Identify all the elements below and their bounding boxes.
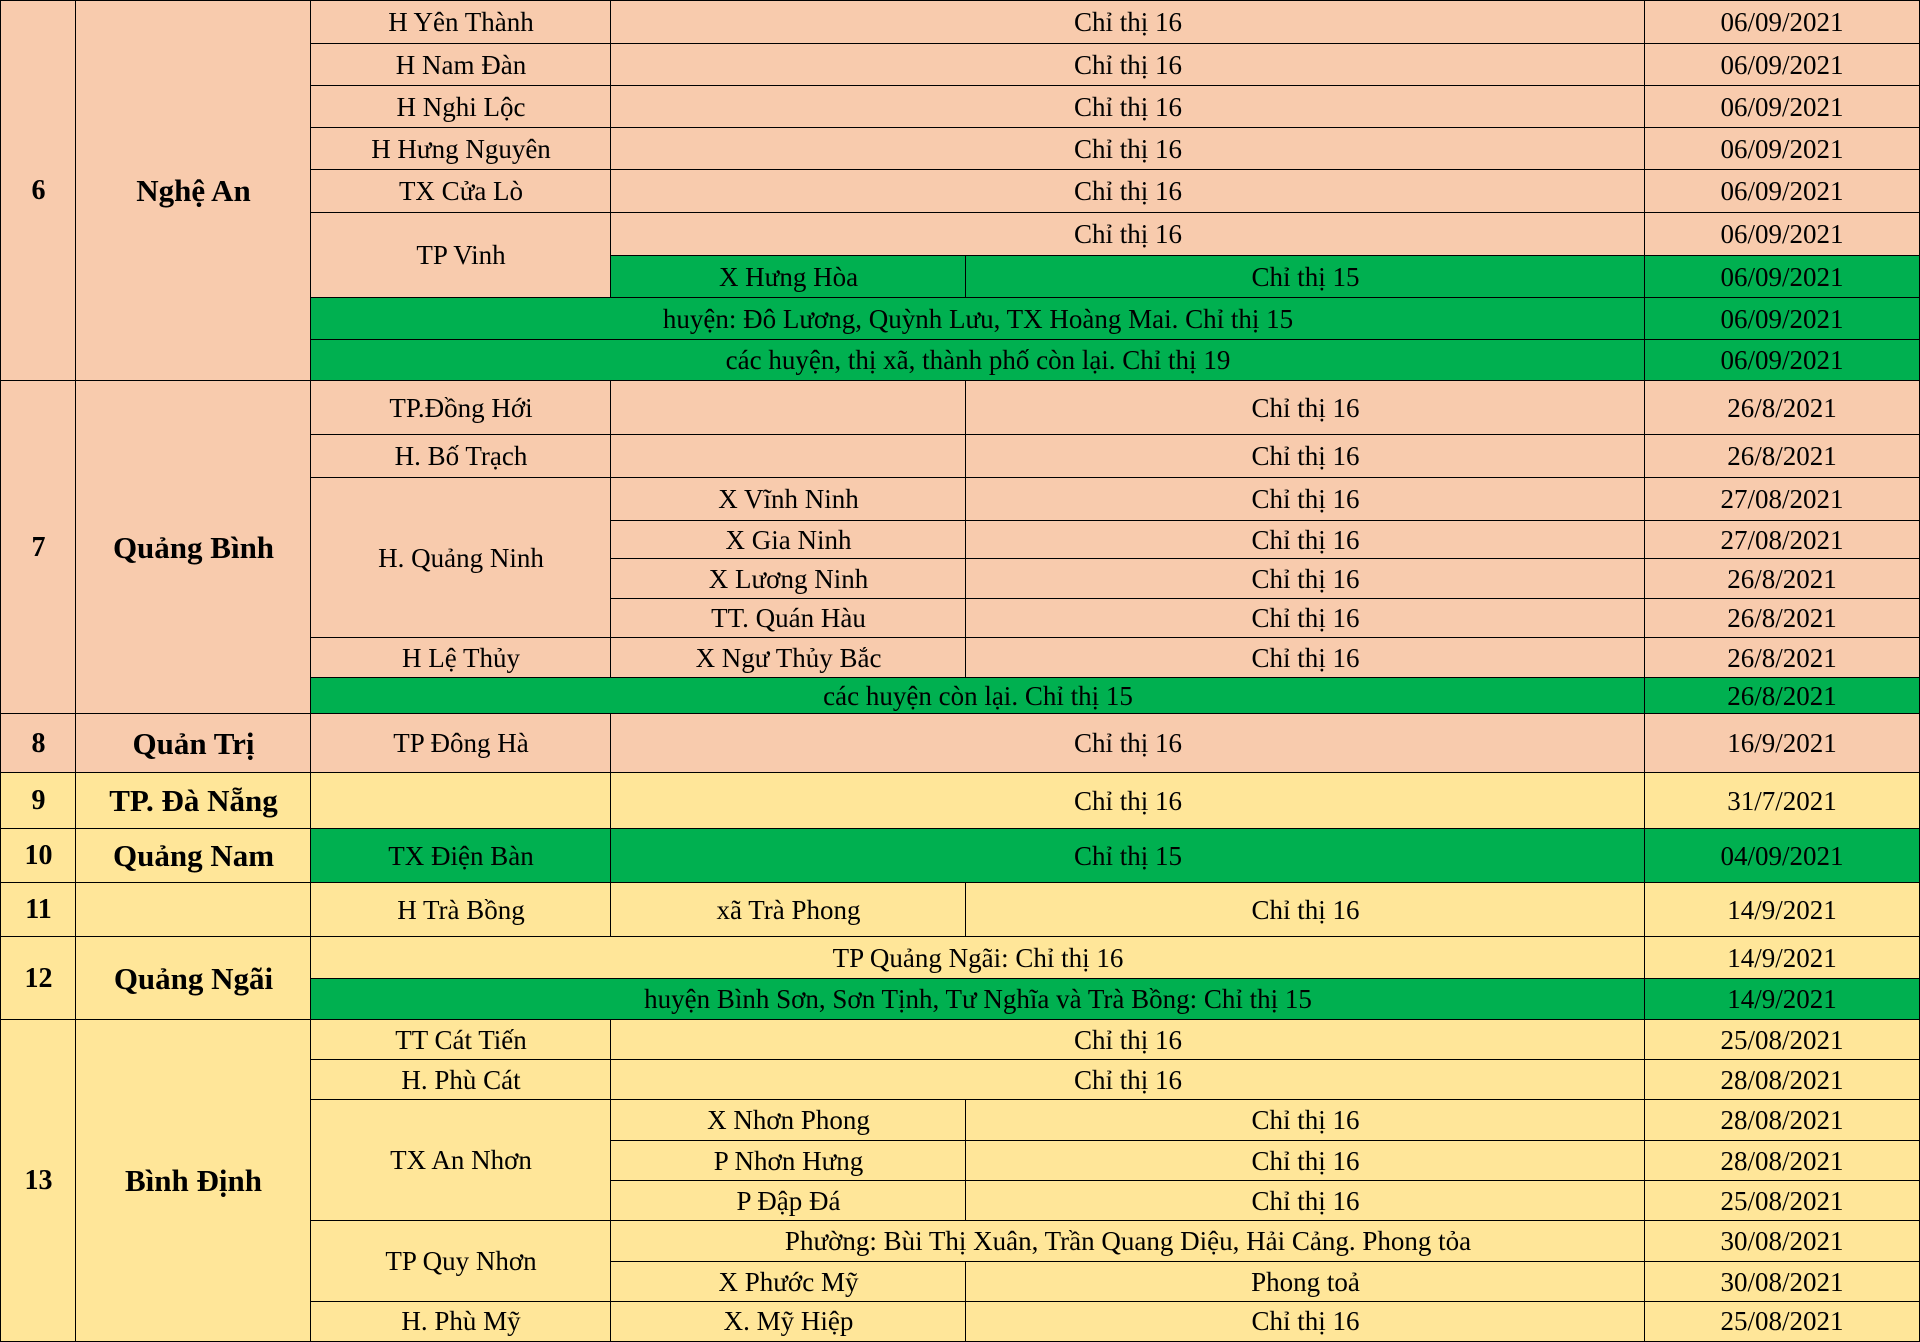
province-name: Quảng Ngãi — [75, 936, 312, 1021]
date-cell: 06/09/2021 — [1644, 127, 1920, 171]
date-cell: 06/09/2021 — [1644, 297, 1920, 341]
measure-cell: Chỉ thị 16 — [965, 1140, 1646, 1182]
measure-cell: Phong toả — [965, 1261, 1646, 1303]
commune-cell — [610, 380, 967, 436]
date-cell: 27/08/2021 — [1644, 477, 1920, 522]
measure-cell: Chỉ thị 16 — [610, 0, 1646, 45]
measure-cell: Chỉ thị 16 — [965, 637, 1646, 679]
date-cell: 16/9/2021 — [1644, 713, 1920, 774]
date-cell: 30/08/2021 — [1644, 1220, 1920, 1263]
date-cell: 26/8/2021 — [1644, 677, 1920, 715]
measure-cell: Chỉ thị 16 — [610, 85, 1646, 129]
measure-cell: Chỉ thị 16 — [610, 713, 1646, 774]
section-number: 13 — [0, 1019, 77, 1342]
section-number: 9 — [0, 772, 77, 830]
merged-note-cell: các huyện, thị xã, thành phố còn lại. Chỉ thị 19 — [310, 339, 1646, 382]
district-cell: TT Cát Tiến — [310, 1019, 612, 1061]
district-cell: TX Cửa Lò — [310, 169, 612, 214]
district-cell: TX An Nhơn — [310, 1099, 612, 1222]
section-number: 7 — [0, 380, 77, 715]
commune-cell: X Lương Ninh — [610, 558, 967, 600]
measure-cell: Chỉ thị 16 — [610, 127, 1646, 171]
commune-cell: X Hưng Hòa — [610, 255, 967, 299]
commune-cell: X. Mỹ Hiệp — [610, 1301, 967, 1342]
merged-note-cell: huyện Bình Sơn, Sơn Tịnh, Tư Nghĩa và Trà Bồng: Chỉ thị 15 — [310, 978, 1646, 1021]
date-cell: 28/08/2021 — [1644, 1140, 1920, 1182]
section-number: 11 — [0, 882, 77, 938]
section-number: 10 — [0, 828, 77, 884]
measure-cell: Chỉ thị 16 — [610, 169, 1646, 214]
date-cell: 31/7/2021 — [1644, 772, 1920, 830]
district-cell: H. Phù Cát — [310, 1059, 612, 1101]
commune-cell: X Gia Ninh — [610, 520, 967, 560]
merged-note-cell: TP Quảng Ngãi: Chỉ thị 16 — [310, 936, 1646, 980]
province-name: Nghệ An — [75, 0, 312, 382]
province-name: Quản Trị — [75, 713, 312, 774]
district-cell: H Hưng Nguyên — [310, 127, 612, 171]
wards-cell: Phường: Bùi Thị Xuân, Trần Quang Diệu, Hải Cảng. Phong tỏa — [610, 1220, 1646, 1263]
section-number: 6 — [0, 0, 77, 382]
measure-cell: Chỉ thị 16 — [965, 558, 1646, 600]
measure-cell: Chỉ thị 16 — [965, 1099, 1646, 1142]
merged-note-cell: huyện: Đô Lương, Quỳnh Lưu, TX Hoàng Mai. Chỉ thị 15 — [310, 297, 1646, 341]
measure-cell: Chỉ thị 16 — [965, 1180, 1646, 1222]
district-cell: H Nghi Lộc — [310, 85, 612, 129]
province-name: Bình Định — [75, 1019, 312, 1342]
measure-cell: Chỉ thị 16 — [965, 598, 1646, 639]
commune-cell: P Đập Đá — [610, 1180, 967, 1222]
date-cell: 14/9/2021 — [1644, 882, 1920, 938]
measure-cell: Chỉ thị 16 — [965, 520, 1646, 560]
measure-cell: Chỉ thị 15 — [610, 828, 1646, 884]
measure-cell: Chỉ thị 16 — [965, 882, 1646, 938]
district-cell: H Yên Thành — [310, 0, 612, 45]
date-cell: 26/8/2021 — [1644, 598, 1920, 639]
district-cell: TP.Đồng Hới — [310, 380, 612, 436]
province-name: Quảng Bình — [75, 380, 312, 715]
measure-cell: Chỉ thị 16 — [965, 477, 1646, 522]
date-cell: 06/09/2021 — [1644, 85, 1920, 129]
date-cell: 25/08/2021 — [1644, 1019, 1920, 1061]
commune-cell: X Phước Mỹ — [610, 1261, 967, 1303]
commune-cell: P Nhơn Hưng — [610, 1140, 967, 1182]
date-cell: 28/08/2021 — [1644, 1099, 1920, 1142]
measure-cell: Chỉ thị 16 — [610, 772, 1646, 830]
measure-cell: Chỉ thị 15 — [965, 255, 1646, 299]
section-number: 8 — [0, 713, 77, 774]
district-cell: H Nam Đàn — [310, 43, 612, 87]
date-cell: 06/09/2021 — [1644, 212, 1920, 257]
date-cell: 28/08/2021 — [1644, 1059, 1920, 1101]
merged-note-cell: các huyện còn lại. Chỉ thị 15 — [310, 677, 1646, 715]
measure-cell: Chỉ thị 16 — [610, 1059, 1646, 1101]
commune-cell: xã Trà Phong — [610, 882, 967, 938]
commune-cell: TT. Quán Hàu — [610, 598, 967, 639]
date-cell: 26/8/2021 — [1644, 558, 1920, 600]
province-name: Quảng Nam — [75, 828, 312, 884]
date-cell: 26/8/2021 — [1644, 434, 1920, 479]
commune-cell: X Vĩnh Ninh — [610, 477, 967, 522]
district-cell — [310, 772, 612, 830]
commune-cell — [610, 434, 967, 479]
date-cell: 04/09/2021 — [1644, 828, 1920, 884]
commune-cell: X Nhơn Phong — [610, 1099, 967, 1142]
date-cell: 26/8/2021 — [1644, 380, 1920, 436]
date-cell: 06/09/2021 — [1644, 0, 1920, 45]
section-number: 12 — [0, 936, 77, 1021]
province-name: TP. Đà Nẵng — [75, 772, 312, 830]
measure-cell: Chỉ thị 16 — [610, 43, 1646, 87]
district-cell: H. Bố Trạch — [310, 434, 612, 479]
date-cell: 14/9/2021 — [1644, 936, 1920, 980]
date-cell: 26/8/2021 — [1644, 637, 1920, 679]
date-cell: 25/08/2021 — [1644, 1301, 1920, 1342]
date-cell: 25/08/2021 — [1644, 1180, 1920, 1222]
date-cell: 27/08/2021 — [1644, 520, 1920, 560]
measure-cell: Chỉ thị 16 — [965, 1301, 1646, 1342]
measure-cell: Chỉ thị 16 — [965, 380, 1646, 436]
province-name — [75, 882, 312, 938]
date-cell: 14/9/2021 — [1644, 978, 1920, 1021]
date-cell: 06/09/2021 — [1644, 255, 1920, 299]
district-cell: H. Phù Mỹ — [310, 1301, 612, 1342]
date-cell: 06/09/2021 — [1644, 339, 1920, 382]
district-cell: H Trà Bồng — [310, 882, 612, 938]
district-cell: TP Quy Nhơn — [310, 1220, 612, 1303]
district-cell: H. Quảng Ninh — [310, 477, 612, 639]
district-cell: TP Đông Hà — [310, 713, 612, 774]
date-cell: 30/08/2021 — [1644, 1261, 1920, 1303]
measure-cell: Chỉ thị 16 — [610, 212, 1646, 257]
measure-cell: Chỉ thị 16 — [965, 434, 1646, 479]
measure-cell: Chỉ thị 16 — [610, 1019, 1646, 1061]
date-cell: 06/09/2021 — [1644, 43, 1920, 87]
district-cell: TX Điện Bàn — [310, 828, 612, 884]
commune-cell: X Ngư Thủy Bắc — [610, 637, 967, 679]
district-cell: TP Vinh — [310, 212, 612, 299]
district-cell: H Lệ Thủy — [310, 637, 612, 679]
date-cell: 06/09/2021 — [1644, 169, 1920, 214]
